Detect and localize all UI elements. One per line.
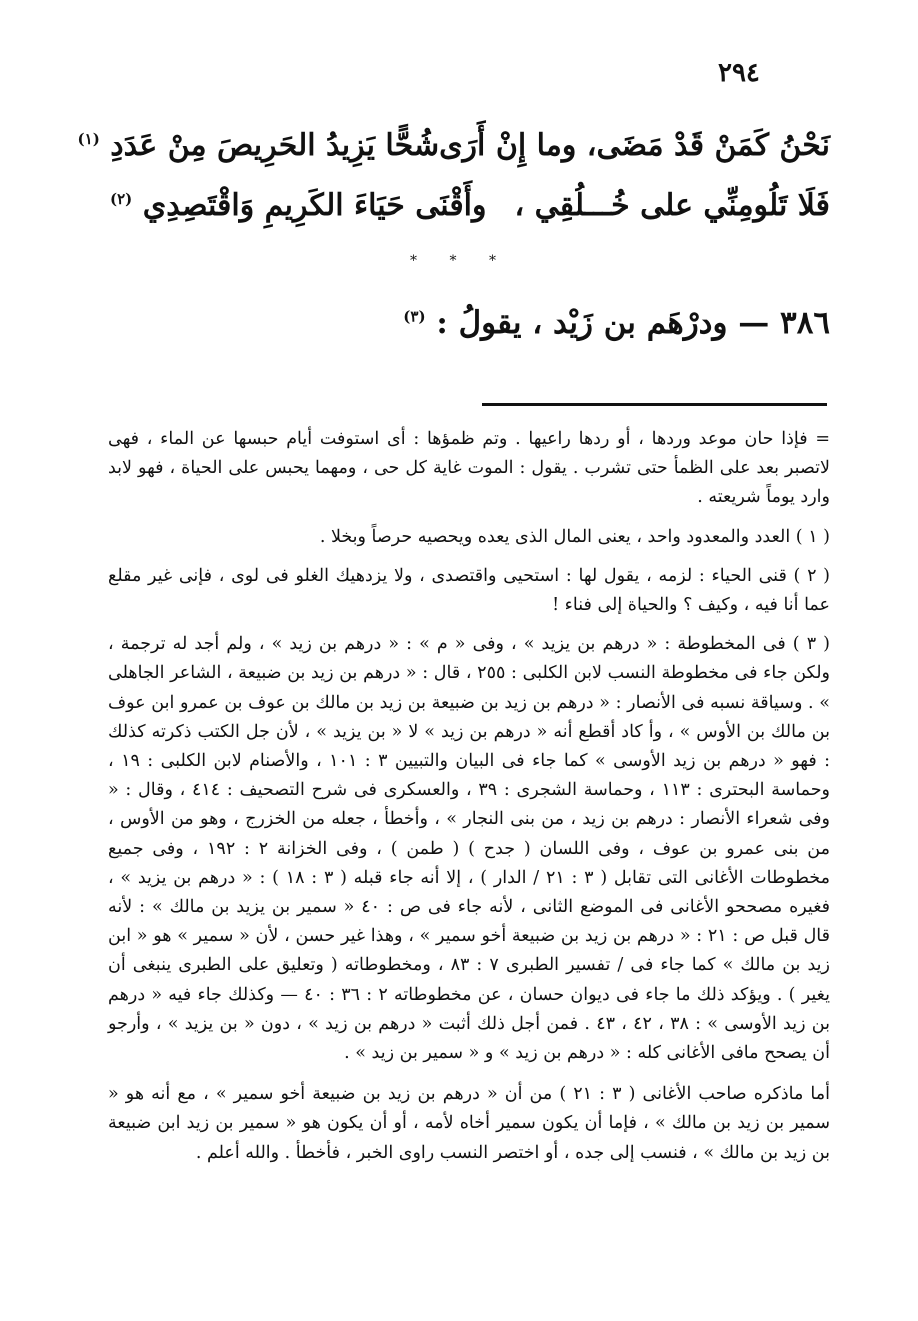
footnote-1: ( ١ ) العدد والمعدود واحد ، يعنى المال الذى يعده ويحصيه حرصاً وبخلا . [319, 526, 830, 547]
verse-2-second-text: وأَقْنَى حَيَاءَ الكَرِيمِ وَاقْتَصِدِي [142, 187, 487, 223]
footnote-marker-3: (٣) [403, 307, 426, 326]
verse-2-first-text: فَلَا تَلُومِنِّي على خُـــلُقِي ، [514, 187, 830, 223]
footnote-3: ( ٣ ) فى المخطوطة : « درهم بن يزيد » ، وفى « م » : « درهم بن زيد » ، ولم أجد له ترجمة ، ولكن جاء فى مخطوطة النسب لابن الكلبى : ٢٥٥ ، قال : « درهم بن زيد بن ضبيعة ، الشاعر الجاهلى » . وسياقة نسبه فى الأنصار : « درهم بن زيد بن ضبيعة بن زيد بن مالك بن عوف بن عمرو ابن عوف بن مالك بن الأوس » ، وأ كاد أقطع أنه « درهم بن زيد » لا « بن يزيد » ، لأن جل الكتب ذكرته كذلك : فهو « درهم بن زيد الأوسى » كما جاء فى البيان والتبيين ٣ : ١٠١ ، والأصنام لابن الكلبى : ١٩ ، وحماسة البحترى : ١١٣ ، وحماسة الشجرى : ٣٩ ، والعسكرى فى شرح التصحيف : ٤١٤ ، وقال : « وفى شعراء الأنصار : درهم بن زيد ، من بنى النجار » ، وأخطأ ، جعله من الخزرج ، وهو من الأوس ، من بنى عمرو بن عوف ، وفى اللسان ( جدح ) ( طمن ) ، وفى الخزانة ٢ : ١٩٢ ، وفى جميع مخطوطات الأغانى التى تقابل ( ٣ : ٢١ / الدار ) ، إلا أنه جاء قبله ( ٣ : ١٨ ) : « درهم بن يزيد » ، فغيره مصححو الأغانى فى الموضع الثانى ، لأنه جاء فى ص : ٤٠ « سمير بن يزيد بن مالك » : لأنه قال قبل ص : ٢١ : « درهم بن زيد بن ضبيعة أخو سمير » ، وهذا غير حسن ، لأن « سمير » هو « ابن زيد بن مالك » كما جاء فى / تفسير الطبرى ٧ : ٨٣ ، ومخطوطاته ( وتعليق على الطبرى ينبغى أن يغير ) . ويؤكد ذلك ما جاء فى ديوان حسان ، عن مخطوطاته ٢ : ٣٦ : ٤٠ — وكذلك جاء فيه « درهم بن زيد الأوسى » : ٣٨ ، ٤٢ ، ٤٣ . فمن أجل ذلك أثبت « درهم بن زيد » ، دون « بن يزيد » ، وأرجو أن يصحح مافى الأغانى كله : « درهم بن زيد » و « سمير بن زيد » . [108, 634, 830, 1064]
footnote-continuation: = فإذا حان موعد وردها ، أو ردها راعيها . وتم ظمؤها : أى استوفت أيام حبسها عن الماء ، فهى لاتصبر بعد على الظمأ حتى تشرب . يقول : الموت غاية كل حى ، ومهما يحبس على الحياة ، فهو لابد وارد يوماً شريعته . [108, 429, 830, 508]
poem-verses [77, 115, 830, 235]
footnote-2: ( ٢ ) قنى الحياء : لزمه ، يقول لها : استحيى واقتصدى ، ولا يزدهيك الغلو فى لوى ، فإنى غير مقلع عما أنا فيه ، وكيف ؟ والحياة إلى فناء ! [108, 565, 831, 616]
section-separator: * * * [410, 253, 510, 269]
verse-2-second-hemistich [110, 188, 487, 223]
footnote-marker-2: (٢) [110, 189, 133, 208]
verse-1-second-hemistich [78, 128, 440, 163]
verse-line-2 [110, 175, 830, 235]
verse-line-1 [77, 115, 830, 175]
page-number: ٢٩٤ [718, 58, 760, 88]
verse-1-first-text: نَحْنُ كَمَنْ قَدْ مَضَى، وما إِنْ أَرَى [439, 127, 830, 163]
footnotes-section [108, 425, 830, 1168]
verse-1-first-hemistich [439, 128, 830, 163]
verse-1-second-text: شُحًّا يَزِيدُ الحَرِيصَ مِنْ عَدَدِ [110, 127, 440, 163]
footnote-marker-1: (١) [77, 129, 100, 148]
verse-2-first-hemistich [487, 188, 830, 223]
footnote-3-continuation: أما ماذكره صاحب الأغانى ( ٣ : ٢١ ) من أن « درهم بن زيد بن ضبيعة أخو سمير » ، مع أنه هو « سمير بن زيد بن مالك » ، فإما أن يكون سمير أخاه لأمه ، أو أن يكون هو « سمير بن زيد ابن ضبيعة بن زيد بن مالك » ، فنسب إلى جده ، أو اختصر النسب راوى الخبر ، فأخطأ . والله أعلم . [108, 1084, 831, 1163]
entry-heading-text: ٣٨٦ — ودرْهَم بن زَيْد ، يقولُ : [436, 305, 830, 341]
entry-heading [360, 305, 830, 341]
footnote-divider [482, 403, 827, 406]
